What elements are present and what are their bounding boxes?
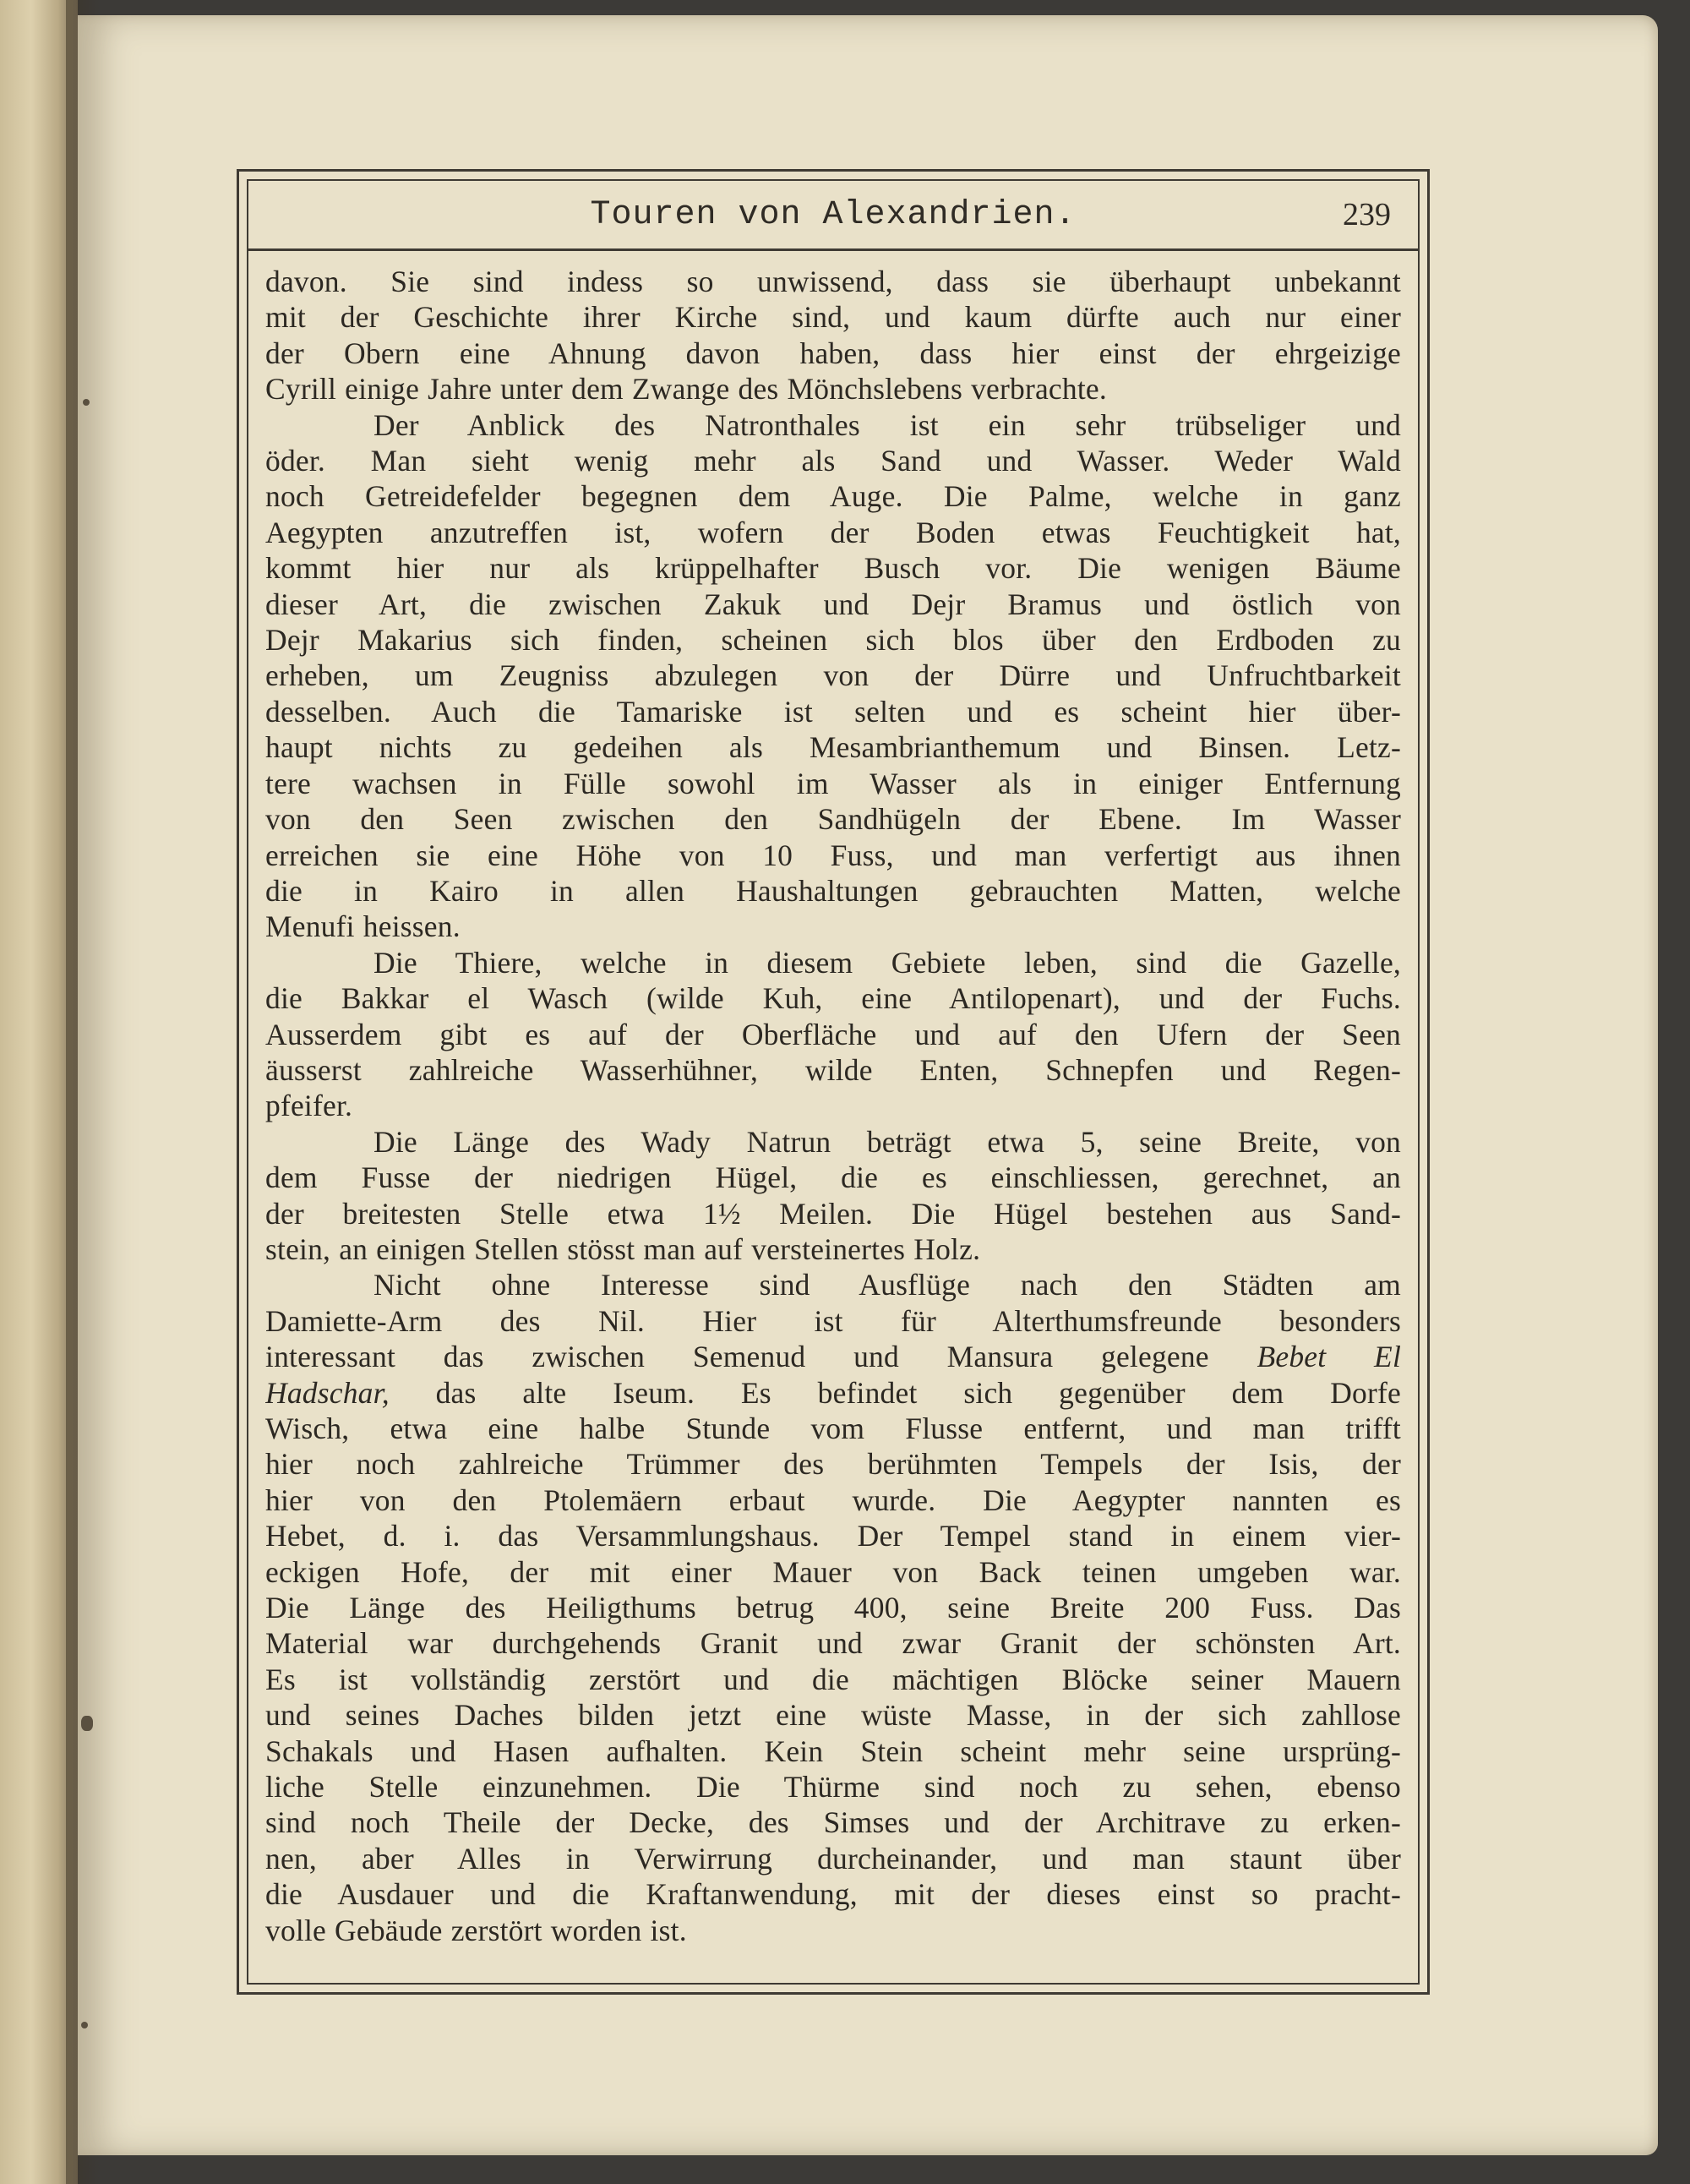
text-line <box>265 1375 1401 1411</box>
text-line: Schakals und Hasen aufhalten. Kein Stein scheint mehr seine ursprüng- <box>265 1734 1401 1768</box>
text-line: kommt hier nur als krüppelhafter Busch vor. Die wenigen Bäume <box>265 551 1401 586</box>
text-line: nen, aber Alles in Verwirrung durcheinander, und man staunt über <box>265 1841 1401 1876</box>
body-text <box>265 264 1401 1948</box>
running-title: Touren von Alexandrien. <box>590 196 1077 234</box>
text-line: stein, an einigen Stellen stösst man auf versteinertes Holz. <box>265 1231 981 1266</box>
text-line: Nicht ohne Interesse sind Ausflüge nach den Städten am <box>373 1268 1401 1302</box>
text-line: Die Länge des Wady Natrun beträgt etwa 5, seine Breite, von <box>373 1124 1401 1159</box>
text-line: eckigen Hofe, der mit einer Mauer von Back teinen umgeben war. <box>265 1554 1401 1589</box>
text-line: pfeifer. <box>265 1089 353 1123</box>
text-line: hier von den Ptolemäern erbaut wurde. Die Aegypter nannten es <box>265 1482 1401 1517</box>
paragraph <box>265 407 1401 945</box>
text-line: Dejr Makarius sich finden, scheinen sich blos über den Erdboden zu <box>265 623 1401 658</box>
text-line: haupt nichts zu gedeihen als Mesambrianthemum und Binsen. Letz- <box>265 730 1401 765</box>
text-line: desselben. Auch die Tamariske ist selten und es scheint hier über- <box>265 694 1401 729</box>
text-line <box>265 1339 1401 1374</box>
text-line: die Bakkar el Wasch (wilde Kuh, eine Antilopenart), und der Fuchs. <box>265 981 1401 1016</box>
text-line: Der Anblick des Natronthales ist ein sehr trübseliger und <box>373 407 1401 442</box>
text-line: Ausserdem gibt es auf der Oberfläche und auf den Ufern der Seen <box>265 1017 1401 1051</box>
paragraph <box>265 945 1401 1124</box>
paragraph <box>265 264 1401 407</box>
text-line: Die Thiere, welche in diesem Gebiete leben, sind die Gazelle, <box>373 945 1401 980</box>
text-line: dieser Art, die zwischen Zakuk und Dejr Bramus und östlich von <box>265 587 1401 621</box>
running-head <box>265 191 1401 245</box>
text-line: äusserst zahlreiche Wasserhühner, wilde Enten, Schnepfen und Regen- <box>265 1052 1401 1087</box>
text-line: die Ausdauer und die Kraftanwendung, mit der dieses einst so pracht- <box>265 1877 1401 1912</box>
head-rule <box>247 248 1420 251</box>
text-line: von den Seen zwischen den Sandhügeln der Ebene. Im Wasser <box>265 802 1401 837</box>
text-line: der breitesten Stelle etwa 1½ Meilen. Die Hügel bestehen aus Sand- <box>265 1196 1401 1231</box>
paragraph <box>265 1267 1401 1948</box>
text-line: dem Fusse der niedrigen Hügel, die es einschliessen, gerechnet, an <box>265 1160 1401 1195</box>
text-line: Es ist vollständig zerstört und die mächtigen Blöcke seiner Mauern <box>265 1662 1401 1696</box>
text-line: tere wachsen in Fülle sowohl im Wasser als in einiger Entfernung <box>265 766 1401 800</box>
margin-mark <box>81 1716 93 1731</box>
text-line: noch Getreidefelder begegnen dem Auge. Die Palme, welche in ganz <box>265 479 1401 514</box>
text-line: Menufi heissen. <box>265 909 461 944</box>
text-line: und seines Daches bilden jetzt eine wüste Masse, in der sich zahllose <box>265 1698 1401 1733</box>
page-number: 239 <box>1343 197 1391 232</box>
text-line: sind noch Theile der Decke, des Simses und der Architrave zu erken- <box>265 1805 1401 1840</box>
text-line: volle Gebäude zerstört worden ist. <box>265 1913 687 1947</box>
text-line: mit der Geschichte ihrer Kirche sind, und kaum dürfte auch nur einer <box>265 300 1401 335</box>
margin-mark <box>81 2022 88 2028</box>
text-line: Aegypten anzutreffen ist, wofern der Boden etwas Feuchtigkeit hat, <box>265 515 1401 549</box>
paragraph <box>265 1124 1401 1268</box>
text-line: Material war durchgehends Granit und zwar Granit der schönsten Art. <box>265 1626 1401 1661</box>
text-line: Wisch, etwa eine halbe Stunde vom Flusse entfernt, und man trifft <box>265 1411 1401 1445</box>
text-line: Die Länge des Heiligthums betrug 400, seine Breite 200 Fuss. Das <box>265 1591 1401 1625</box>
text-line: der Obern eine Ahnung davon haben, dass hier einst der ehrgeizige <box>265 336 1401 370</box>
text-fragment: interessant das zwischen Semenud und Mansura gelegene <box>265 1340 1209 1374</box>
italic-place-name: Bebet El <box>1257 1340 1401 1374</box>
margin-mark <box>83 399 90 406</box>
text-line: Cyrill einige Jahre unter dem Zwange des Mönchslebens verbrachte. <box>265 372 1107 407</box>
text-line: öder. Man sieht wenig mehr als Sand und Wasser. Weder Wald <box>265 444 1401 478</box>
text-fragment: das alte Iseum. Es befindet sich gegenüber dem Dorfe <box>389 1375 1401 1410</box>
text-line: hier noch zahlreiche Trümmer des berühmten Tempels der Isis, der <box>265 1447 1401 1482</box>
italic-place-name: Hadschar, <box>265 1375 390 1410</box>
text-line: liche Stelle einzunehmen. Die Thürme sind noch zu sehen, ebenso <box>265 1770 1401 1805</box>
text-line: Damiette-Arm des Nil. Hier ist für Alterthumsfreunde besonders <box>265 1303 1401 1338</box>
text-line: die in Kairo in allen Haushaltungen gebrauchten Matten, welche <box>265 873 1401 908</box>
text-line: davon. Sie sind indess so unwissend, dass sie überhaupt unbekannt <box>265 265 1401 298</box>
text-line: erreichen sie eine Höhe von 10 Fuss, und man verfertigt aus ihnen <box>265 838 1401 872</box>
text-line: Hebet, d. i. das Versammlungshaus. Der Tempel stand in einem vier- <box>265 1519 1401 1553</box>
text-line: erheben, um Zeugniss abzulegen von der Dürre und Unfruchtbarkeit <box>265 658 1401 693</box>
